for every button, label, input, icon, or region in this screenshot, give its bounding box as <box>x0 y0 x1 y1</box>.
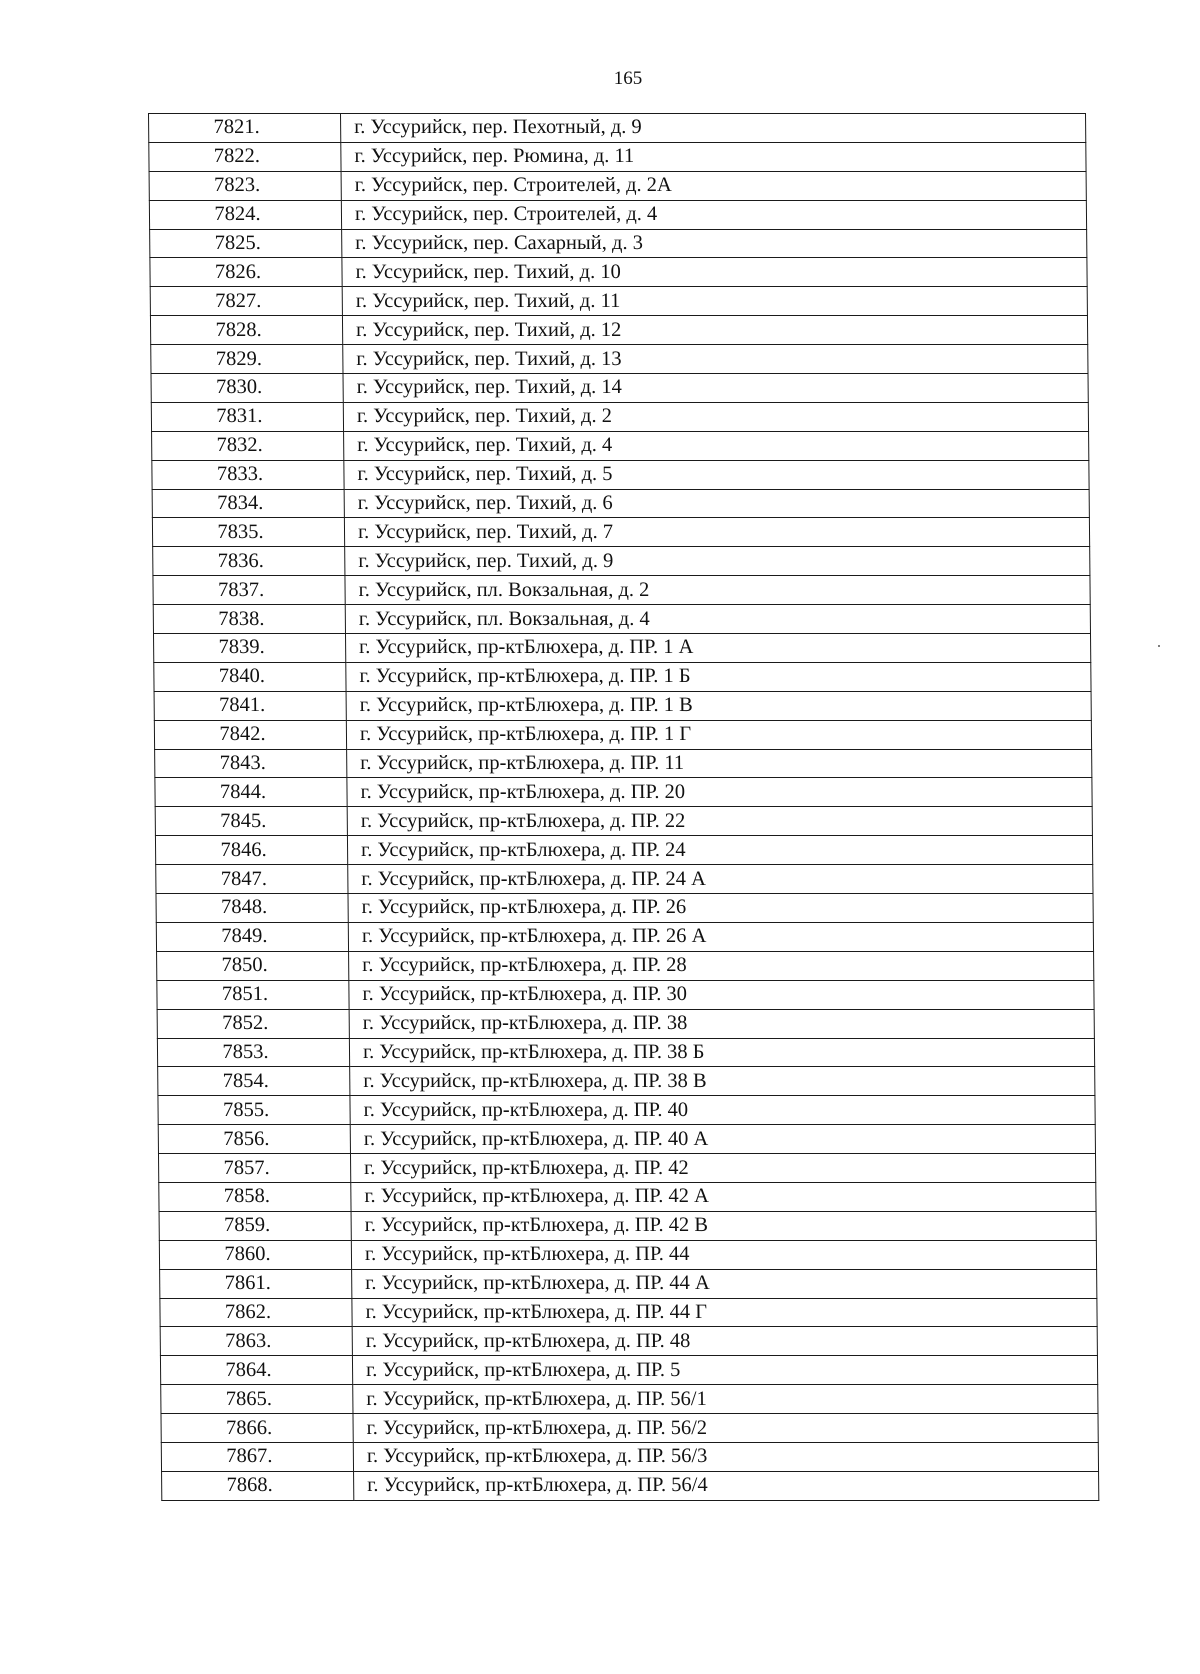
row-number-cell: 7841. <box>154 691 346 720</box>
row-number-cell: 7828. <box>150 316 342 345</box>
table-row <box>150 229 1087 258</box>
address-cell: г. Уссурийск, пр-ктБлюхера, д. ПР. 56/1 <box>353 1385 1098 1414</box>
row-number-cell: 7866. <box>161 1414 353 1443</box>
row-number-cell: 7867. <box>161 1442 353 1471</box>
table-row <box>160 1327 1097 1356</box>
table-row <box>162 1471 1099 1500</box>
table-row <box>155 749 1092 778</box>
table-row <box>157 951 1094 980</box>
address-cell: г. Уссурийск, пр-ктБлюхера, д. ПР. 38 В <box>350 1067 1095 1096</box>
address-table <box>148 113 1099 1501</box>
row-number-cell: 7868. <box>162 1471 354 1500</box>
table-row <box>160 1298 1097 1327</box>
table-row <box>161 1385 1098 1414</box>
row-number-cell: 7842. <box>154 720 346 749</box>
table-row <box>152 518 1089 547</box>
table-row <box>152 460 1089 489</box>
table-row <box>156 894 1093 923</box>
address-cell: г. Уссурийск, пер. Тихий, д. 13 <box>343 345 1088 374</box>
table-row <box>160 1356 1097 1385</box>
table-row <box>159 1211 1096 1240</box>
row-number-cell: 7843. <box>155 749 347 778</box>
row-number-cell: 7830. <box>151 374 343 403</box>
table-row <box>149 171 1086 200</box>
row-number-cell: 7836. <box>153 547 345 576</box>
table-row <box>158 1125 1095 1154</box>
table-row <box>158 1067 1095 1096</box>
address-cell: г. Уссурийск, пер. Сахарный, д. 3 <box>342 229 1087 258</box>
address-cell: г. Уссурийск, пр-ктБлюхера, д. ПР. 40 <box>350 1096 1095 1125</box>
address-cell: г. Уссурийск, пр-ктБлюхера, д. ПР. 30 <box>349 980 1094 1009</box>
row-number-cell: 7844. <box>155 778 347 807</box>
address-cell: г. Уссурийск, пр-ктБлюхера, д. ПР. 42 <box>350 1154 1095 1183</box>
table-row <box>156 865 1093 894</box>
table-row <box>153 547 1090 576</box>
row-number-cell: 7856. <box>158 1125 350 1154</box>
row-number-cell: 7831. <box>151 402 343 431</box>
address-cell: г. Уссурийск, пр-ктБлюхера, д. ПР. 20 <box>347 778 1092 807</box>
row-number-cell: 7821. <box>149 114 341 143</box>
address-cell: г. Уссурийск, пр-ктБлюхера, д. ПР. 1 А <box>345 634 1090 663</box>
row-number-cell: 7832. <box>152 431 344 460</box>
table-row <box>157 980 1094 1009</box>
address-cell: г. Уссурийск, пр-ктБлюхера, д. ПР. 42 А <box>351 1182 1096 1211</box>
row-number-cell: 7852. <box>157 1009 349 1038</box>
address-cell: г. Уссурийск, пр-ктБлюхера, д. ПР. 44 Г <box>352 1298 1097 1327</box>
table-row <box>157 1009 1094 1038</box>
address-cell: г. Уссурийск, пр-ктБлюхера, д. ПР. 44 А <box>352 1269 1097 1298</box>
table-row <box>153 605 1090 634</box>
table-row <box>151 345 1088 374</box>
row-number-cell: 7854. <box>158 1067 350 1096</box>
table-row <box>149 142 1086 171</box>
table-row <box>153 634 1090 663</box>
table-row <box>159 1240 1096 1269</box>
address-cell: г. Уссурийск, пр-ктБлюхера, д. ПР. 11 <box>347 749 1092 778</box>
address-cell: г. Уссурийск, пр-ктБлюхера, д. ПР. 56/4 <box>354 1471 1099 1500</box>
row-number-cell: 7858. <box>159 1182 351 1211</box>
address-cell: г. Уссурийск, пр-ктБлюхера, д. ПР. 48 <box>352 1327 1097 1356</box>
address-cell: г. Уссурийск, пер. Тихий, д. 7 <box>344 518 1089 547</box>
row-number-cell: 7837. <box>153 576 345 605</box>
table-row <box>153 576 1090 605</box>
row-number-cell: 7839. <box>153 634 345 663</box>
address-table-body <box>149 114 1099 1501</box>
address-cell: г. Уссурийск, пр-ктБлюхера, д. ПР. 28 <box>349 951 1094 980</box>
table-row <box>151 374 1088 403</box>
table-row <box>155 836 1092 865</box>
row-number-cell: 7857. <box>158 1154 350 1183</box>
address-cell: г. Уссурийск, пер. Тихий, д. 2 <box>343 402 1088 431</box>
table-row <box>154 662 1091 691</box>
address-cell: г. Уссурийск, пр-ктБлюхера, д. ПР. 1 Б <box>346 662 1091 691</box>
table-row <box>156 922 1093 951</box>
table-row <box>150 258 1087 287</box>
page-number: 165 <box>613 68 643 89</box>
address-cell: г. Уссурийск, пер. Строителей, д. 4 <box>341 200 1086 229</box>
table-row <box>158 1096 1095 1125</box>
address-cell: г. Уссурийск, пр-ктБлюхера, д. ПР. 26 А <box>348 922 1093 951</box>
address-cell: г. Уссурийск, пер. Тихий, д. 6 <box>344 489 1089 518</box>
table-row <box>149 114 1086 143</box>
row-number-cell: 7848. <box>156 894 348 923</box>
address-cell: г. Уссурийск, пер. Тихий, д. 9 <box>345 547 1090 576</box>
row-number-cell: 7859. <box>159 1211 351 1240</box>
row-number-cell: 7853. <box>157 1038 349 1067</box>
table-row <box>155 778 1092 807</box>
row-number-cell: 7847. <box>156 865 348 894</box>
address-cell: г. Уссурийск, пр-ктБлюхера, д. ПР. 24 <box>347 836 1092 865</box>
row-number-cell: 7865. <box>161 1385 353 1414</box>
row-number-cell: 7829. <box>151 345 343 374</box>
address-cell: г. Уссурийск, пл. Вокзальная, д. 2 <box>345 576 1090 605</box>
address-cell: г. Уссурийск, пер. Тихий, д. 4 <box>344 431 1089 460</box>
table-row <box>161 1414 1098 1443</box>
table-row <box>161 1442 1098 1471</box>
address-cell: г. Уссурийск, пер. Тихий, д. 14 <box>343 374 1088 403</box>
row-number-cell: 7863. <box>160 1327 352 1356</box>
row-number-cell: 7840. <box>154 662 346 691</box>
address-cell: г. Уссурийск, пл. Вокзальная, д. 4 <box>345 605 1090 634</box>
address-cell: г. Уссурийск, пер. Тихий, д. 11 <box>342 287 1087 316</box>
row-number-cell: 7851. <box>157 980 349 1009</box>
table-row <box>149 200 1086 229</box>
row-number-cell: 7855. <box>158 1096 350 1125</box>
row-number-cell: 7827. <box>150 287 342 316</box>
table-row <box>150 287 1087 316</box>
address-cell: г. Уссурийск, пр-ктБлюхера, д. ПР. 42 В <box>351 1211 1096 1240</box>
table-row <box>159 1182 1096 1211</box>
address-cell: г. Уссурийск, пер. Тихий, д. 10 <box>342 258 1087 287</box>
row-number-cell: 7845. <box>155 807 347 836</box>
table-row <box>154 720 1091 749</box>
address-cell: г. Уссурийск, пер. Тихий, д. 5 <box>344 460 1089 489</box>
table-row <box>160 1269 1097 1298</box>
address-cell: г. Уссурийск, пер. Строителей, д. 2А <box>341 171 1086 200</box>
address-cell: г. Уссурийск, пр-ктБлюхера, д. ПР. 1 Г <box>346 720 1091 749</box>
address-cell: г. Уссурийск, пер. Рюмина, д. 11 <box>341 142 1086 171</box>
address-cell: г. Уссурийск, пр-ктБлюхера, д. ПР. 38 <box>349 1009 1094 1038</box>
row-number-cell: 7835. <box>152 518 344 547</box>
address-cell: г. Уссурийск, пр-ктБлюхера, д. ПР. 22 <box>347 807 1092 836</box>
row-number-cell: 7862. <box>160 1298 352 1327</box>
row-number-cell: 7823. <box>149 171 341 200</box>
row-number-cell: 7833. <box>152 460 344 489</box>
row-number-cell: 7822. <box>149 142 341 171</box>
row-number-cell: 7834. <box>152 489 344 518</box>
address-cell: г. Уссурийск, пер. Пехотный, д. 9 <box>341 114 1086 143</box>
address-cell: г. Уссурийск, пр-ктБлюхера, д. ПР. 5 <box>352 1356 1097 1385</box>
table-row <box>152 431 1089 460</box>
table-row <box>157 1038 1094 1067</box>
address-cell: г. Уссурийск, пр-ктБлюхера, д. ПР. 56/3 <box>353 1442 1098 1471</box>
row-number-cell: 7846. <box>155 836 347 865</box>
address-cell: г. Уссурийск, пр-ктБлюхера, д. ПР. 40 А <box>350 1125 1095 1154</box>
row-number-cell: 7825. <box>150 229 342 258</box>
address-cell: г. Уссурийск, пр-ктБлюхера, д. ПР. 44 <box>351 1240 1096 1269</box>
address-cell: г. Уссурийск, пр-ктБлюхера, д. ПР. 1 В <box>346 691 1091 720</box>
address-cell: г. Уссурийск, пр-ктБлюхера, д. ПР. 56/2 <box>353 1414 1098 1443</box>
row-number-cell: 7849. <box>156 922 348 951</box>
row-number-cell: 7860. <box>159 1240 351 1269</box>
address-cell: г. Уссурийск, пр-ктБлюхера, д. ПР. 38 Б <box>349 1038 1094 1067</box>
row-number-cell: 7826. <box>150 258 342 287</box>
address-cell: г. Уссурийск, пер. Тихий, д. 12 <box>342 316 1087 345</box>
row-number-cell: 7824. <box>149 200 341 229</box>
row-number-cell: 7838. <box>153 605 345 634</box>
row-number-cell: 7850. <box>157 951 349 980</box>
row-number-cell: 7861. <box>160 1269 352 1298</box>
table-row <box>155 807 1092 836</box>
address-cell: г. Уссурийск, пр-ктБлюхера, д. ПР. 26 <box>348 894 1093 923</box>
table-row <box>158 1154 1095 1183</box>
table-row <box>154 691 1091 720</box>
table-row <box>150 316 1087 345</box>
row-number-cell: 7864. <box>160 1356 352 1385</box>
scan-speck <box>1158 645 1160 647</box>
table-row <box>152 489 1089 518</box>
table-row <box>151 402 1088 431</box>
address-cell: г. Уссурийск, пр-ктБлюхера, д. ПР. 24 А <box>348 865 1093 894</box>
